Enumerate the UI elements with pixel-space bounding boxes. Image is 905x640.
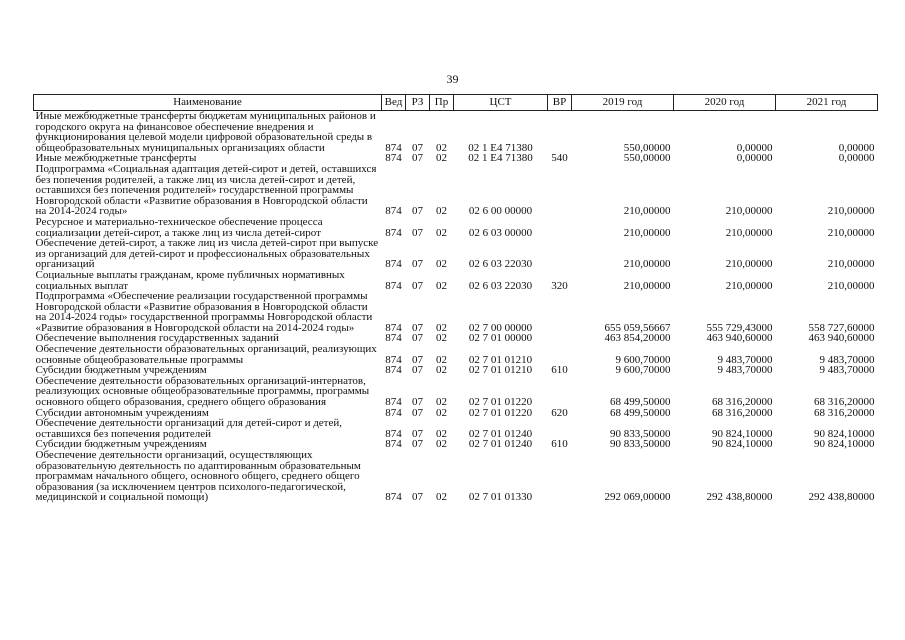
row-2019: 9 600,70000	[615, 364, 671, 377]
row-rz: 07	[412, 258, 423, 271]
header-cst: ЦСТ	[454, 95, 548, 111]
row-cst: 02 6 03 22030	[468, 258, 533, 271]
row-rz: 07	[412, 226, 423, 239]
row-2019: 68 499,50000	[610, 396, 671, 409]
row-2021: 558 727,60000	[808, 321, 875, 334]
row-2019: 210,00000	[623, 258, 671, 271]
header-2019: 2019 год	[572, 95, 674, 111]
row-vr	[548, 376, 572, 408]
budget-table	[33, 94, 878, 503]
row-ved: 874	[385, 205, 402, 218]
row-vr: 610	[551, 438, 568, 451]
header-ved: Вед	[382, 95, 406, 111]
row-cst: 02 7 01 01210	[468, 364, 533, 377]
row-cst: 02 7 01 01210	[468, 353, 533, 366]
row-rz: 07	[412, 141, 423, 154]
row-2020: 463 940,60000	[706, 332, 773, 345]
row-vr	[548, 291, 572, 333]
row-name: Обеспечение деятельности организаций для детей-сирот и детей, оставшихся без попечения родителей	[35, 417, 343, 440]
row-2020: 9 483,70000	[717, 364, 773, 377]
table-row	[34, 450, 878, 503]
row-vr	[548, 217, 572, 238]
row-vr	[548, 450, 572, 503]
row-pr: 02	[436, 396, 447, 409]
row-pr: 02	[436, 491, 447, 504]
row-pr: 02	[436, 364, 447, 377]
row-2021: 0,00000	[838, 152, 875, 165]
row-cst: 02 6 00 00000	[468, 205, 533, 218]
row-vr	[548, 344, 572, 365]
row-cst: 02 7 00 00000	[468, 321, 533, 334]
row-pr: 02	[436, 353, 447, 366]
row-rz: 07	[412, 438, 423, 451]
header-name: Наименование	[34, 95, 382, 111]
row-2021: 210,00000	[827, 226, 875, 239]
row-2020: 555 729,43000	[706, 321, 773, 334]
header-2020: 2020 год	[674, 95, 776, 111]
row-vr: 620	[551, 406, 568, 419]
row-rz: 07	[412, 396, 423, 409]
row-vr: 610	[551, 364, 568, 377]
row-2021: 210,00000	[827, 258, 875, 271]
row-2019: 210,00000	[623, 226, 671, 239]
row-2019: 550,00000	[623, 152, 671, 165]
row-2021: 9 483,70000	[819, 364, 875, 377]
row-ved: 874	[385, 279, 402, 292]
row-vr	[548, 111, 572, 154]
row-2021: 463 940,60000	[808, 332, 875, 345]
row-2019: 463 854,20000	[604, 332, 671, 345]
row-rz: 07	[412, 491, 423, 504]
row-pr: 02	[436, 205, 447, 218]
row-rz: 07	[412, 427, 423, 440]
row-name: Подпрограмма «Обеспечение реализации государственной программы Новгородской области «Развитие образования в Новгородской области на 2014-2024 годы» государственной программы Новгородской области «Развитие образования в Новгородской области на 2014-2024 годы»	[35, 290, 373, 334]
row-2020: 68 316,20000	[712, 396, 773, 409]
row-cst: 02 7 01 01330	[468, 491, 533, 504]
row-rz: 07	[412, 406, 423, 419]
row-name: Обеспечение детей-сирот, а также лиц из числа детей-сирот при выпуске из организаций для детей-сирот и профессиональных образовательных организаций	[35, 237, 379, 271]
table-row	[34, 291, 878, 333]
row-2020: 0,00000	[736, 141, 773, 154]
row-vr	[548, 238, 572, 270]
row-ved: 874	[385, 396, 402, 409]
row-2019: 210,00000	[623, 279, 671, 292]
row-cst: 02 7 01 01220	[468, 406, 533, 419]
row-cst: 02 7 01 00000	[468, 332, 533, 345]
row-vr	[548, 164, 572, 217]
row-2020: 292 438,80000	[706, 491, 773, 504]
row-pr: 02	[436, 427, 447, 440]
row-2021: 292 438,80000	[808, 491, 875, 504]
row-ved: 874	[385, 152, 402, 165]
row-name: Субсидии бюджетным учреждениям	[35, 364, 207, 377]
row-2019: 655 059,56667	[604, 321, 671, 334]
row-2019: 68 499,50000	[610, 406, 671, 419]
row-cst: 02 7 01 01220	[468, 396, 533, 409]
row-ved: 874	[385, 332, 402, 345]
row-2019: 550,00000	[623, 141, 671, 154]
row-rz: 07	[412, 279, 423, 292]
row-pr: 02	[436, 226, 447, 239]
row-vr: 320	[551, 279, 568, 292]
row-2020: 0,00000	[736, 152, 773, 165]
row-2021: 68 316,20000	[814, 396, 875, 409]
row-pr: 02	[436, 438, 447, 451]
row-2019: 90 833,50000	[610, 427, 671, 440]
row-pr: 02	[436, 141, 447, 154]
row-pr: 02	[436, 279, 447, 292]
row-name: Субсидии автономным учреждениям	[35, 406, 209, 419]
table-row	[34, 238, 878, 270]
row-name: Субсидии бюджетным учреждениям	[35, 438, 207, 451]
row-pr: 02	[436, 321, 447, 334]
row-2021: 0,00000	[838, 141, 875, 154]
row-name: Ресурсное и материально-техническое обеспечение процесса социализации детей-сирот, а также лиц из числа детей-сирот	[35, 215, 323, 239]
row-pr: 02	[436, 258, 447, 271]
row-name: Обеспечение деятельности организаций, осуществляющих образовательную деятельность по адаптированным образовательным программам начального общего, основного общего, среднего общего образования (за исключением центров психолого-педагогической, медицинской и социальной помощи)	[35, 449, 361, 504]
row-2021: 210,00000	[827, 279, 875, 292]
row-2020: 9 483,70000	[717, 353, 773, 366]
row-2019: 210,00000	[623, 205, 671, 218]
row-name: Обеспечение деятельности образовательных организаций-интернатов, реализующих основные общеобразовательные программы, программы основного общего образования, среднего общего образования	[35, 374, 370, 409]
row-name: Обеспечение выполнения государственных заданий	[35, 332, 279, 345]
page-number: 39	[446, 72, 459, 86]
row-2020: 210,00000	[725, 279, 773, 292]
row-pr: 02	[436, 332, 447, 345]
table-row	[34, 418, 878, 439]
row-ved: 874	[385, 364, 402, 377]
row-2021: 210,00000	[827, 205, 875, 218]
row-ved: 874	[385, 491, 402, 504]
table-row	[34, 164, 878, 217]
row-rz: 07	[412, 332, 423, 345]
row-name: Обеспечение деятельности образовательных организаций, реализующих основные общеобразовательные программы	[35, 343, 377, 366]
row-pr: 02	[436, 406, 447, 419]
row-rz: 07	[412, 321, 423, 334]
row-ved: 874	[385, 353, 402, 366]
row-rz: 07	[412, 364, 423, 377]
row-2020: 210,00000	[725, 258, 773, 271]
row-2020: 90 824,10000	[712, 438, 773, 451]
row-ved: 874	[385, 438, 402, 451]
header-rz: РЗ	[406, 95, 430, 111]
row-2021: 90 824,10000	[814, 438, 875, 451]
row-2020: 210,00000	[725, 226, 773, 239]
row-ved: 874	[385, 258, 402, 271]
table-row	[34, 344, 878, 365]
row-name: Подпрограмма «Социальная адаптация детей-сирот и детей, оставшихся без попечения родителей, а также лиц из числа детей-сирот и детей, оставшихся без попечения родителей» государственной программы Новгородской области «Развитие образования в Новгородской области на 2014-2024 годы»	[35, 162, 377, 218]
row-2020: 68 316,20000	[712, 406, 773, 419]
row-2020: 210,00000	[725, 205, 773, 218]
table-header-row	[34, 95, 878, 111]
row-cst: 02 1 Е4 71380	[468, 152, 533, 165]
row-vr	[548, 333, 572, 344]
table-row	[34, 111, 878, 154]
row-vr	[548, 418, 572, 439]
row-2021: 9 483,70000	[819, 353, 875, 366]
row-cst: 02 7 01 01240	[468, 438, 533, 451]
row-rz: 07	[412, 152, 423, 165]
row-ved: 874	[385, 141, 402, 154]
row-2021: 90 824,10000	[814, 427, 875, 440]
row-2019: 90 833,50000	[610, 438, 671, 451]
row-ved: 874	[385, 321, 402, 334]
table-row	[34, 376, 878, 408]
row-name: Иные межбюджетные трансферты бюджетам муниципальных районов и городского округа на финансовое обеспечение внедрения и функционирования целевой модели цифровой образовательной среды в общеобразовательных муниципальных организациях области	[35, 110, 376, 154]
row-vr: 540	[551, 152, 568, 165]
row-2019: 9 600,70000	[615, 353, 671, 366]
table-row	[34, 270, 878, 291]
row-name: Социальные выплаты гражданам, кроме публичных нормативных социальных выплат	[35, 268, 345, 292]
header-2021: 2021 год	[776, 95, 878, 111]
row-2021: 68 316,20000	[814, 406, 875, 419]
header-pr: Пр	[430, 95, 454, 111]
row-ved: 874	[385, 226, 402, 239]
row-cst: 02 1 Е4 71380	[468, 141, 533, 154]
row-ved: 874	[385, 406, 402, 419]
row-rz: 07	[412, 205, 423, 218]
header-vr: ВР	[548, 95, 572, 111]
row-name: Иные межбюджетные трансферты	[35, 152, 197, 165]
row-pr: 02	[436, 152, 447, 165]
row-cst: 02 7 01 01240	[468, 427, 533, 440]
table-row	[34, 217, 878, 238]
row-cst: 02 6 03 22030	[468, 279, 533, 292]
row-2019: 292 069,00000	[604, 491, 671, 504]
row-rz: 07	[412, 353, 423, 366]
row-2020: 90 824,10000	[712, 427, 773, 440]
row-ved: 874	[385, 427, 402, 440]
row-cst: 02 6 03 00000	[468, 226, 533, 239]
